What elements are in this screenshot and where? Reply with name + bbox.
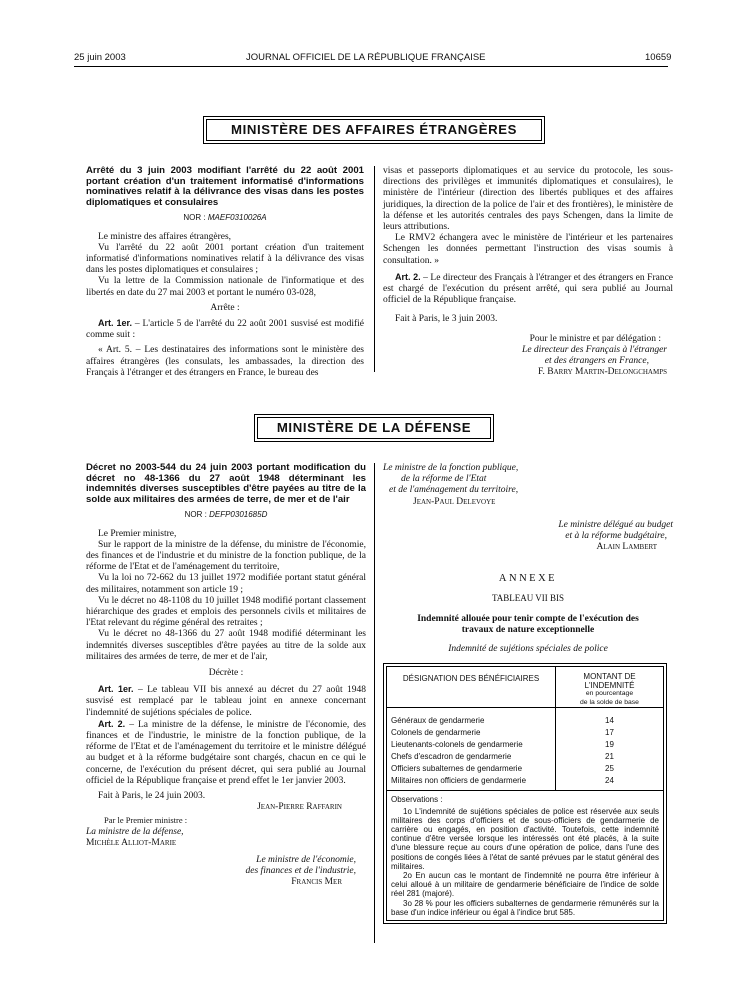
sig-line: Le directeur des Français à l'étranger: [522, 344, 667, 355]
para: Sur le rapport de la ministre de la défense, du ministre de l'économie, des finances et de l'industrie et du ministre de la fonction publique, de la réforme de l'Etat et de l'aménagement du territoire,: [86, 539, 366, 573]
article-2: Art. 2. – La ministre de la défense, le ministre de l'économie, des finances et de l'industrie, le ministre de la fonction publique, de la réforme de l'Etat et de l'aménagement du territoire et le ministre délégué au budget et à la réforme budgétaire sont chargés, chacun en ce qui le concerne, de l'exécution du présent décret, qui sera publié au Journal officiel de la République française et prend effet le 1er janvier 2003.: [86, 718, 366, 786]
journal-title: JOURNAL OFFICIEL DE LA RÉPUBLIQUE FRANÇAISE: [246, 52, 486, 63]
para: Vu la loi no 72-662 du 13 juillet 1972 modifiée portant statut général des militaires, notamment son article 19 ;: [86, 573, 366, 595]
para: Vu le décret no 48-1108 du 10 juillet 1948 modifié portant classement hiérarchique des grades et emplois des personnels civils et militaires de l'Etat relevant du régime général des retraites ;: [86, 595, 366, 629]
sig-line: Pour le ministre et par délégation :: [529, 333, 661, 344]
article-1: Art. 1er. – L'article 5 de l'arrêté du 22 août 2001 susvisé est modifié comme suit :: [86, 318, 364, 341]
observation-item: 3o 28 % pour les officiers subalternes de gendarmerie rémunérés sur la base d'un indice inférieur ou égal à l'indice brut 585.: [391, 898, 659, 917]
table-row: Lieutenants-colonels de gendarmerie 19: [387, 738, 663, 750]
article-1: Art. 1er. – Le tableau VII bis annexé au décret du 27 août 1948 susvisé est remplacé par le tableau joint en annexe concernant l'indemnité de sujétions spéciales de police.: [86, 684, 366, 718]
section1-left-column: [86, 166, 364, 379]
signatory: Jean-Paul Delevoye: [413, 496, 496, 507]
observation-item: 2o En aucun cas le montant de l'indemnité ne pourra être inférieur à celui alloué à un militaire de gendarmerie bénéficiaire de l'indice de solde réel 281 (majoré).: [391, 871, 659, 899]
sig-line: La ministre de la défense,: [86, 826, 184, 837]
article-2: Art. 2. – Le directeur des Français à l'étranger et des étrangers en France est chargé de l'exécution du présent arrêté, qui sera publié au Journal officiel de la République française.: [383, 271, 674, 306]
nor-line: NOR : MAEF0310026A: [183, 213, 267, 223]
article-5-quote: « Art. 5. – Les destinataires des informations sont le ministère des affaires étrangères (les consulats, les ambassades, la direction des Français à l'étranger et des étrangers en France, le bureau des: [86, 345, 364, 378]
column-divider: [374, 166, 375, 372]
annexe-heading: ANNEXE: [498, 573, 558, 585]
sig-line: Le ministre délégué au budget: [558, 519, 673, 530]
section2-right-column: [383, 463, 673, 924]
column-divider: [374, 463, 375, 943]
para: visas et passeports diplomatiques et au service du protocole, les sous-directions des privilèges et immunités diplomatiques et consulaires), le ministère de l'intérieur (direction des libertés publiques et des affaires juridiques, la direction de la police de l'air et des frontières), le ministère de la défense et les autorités centrales des pays Schengen, dans la limite de leurs attributions.: [383, 166, 673, 233]
table-col-montant: MONTANT DE L'INDEMNITÉ en pourcentage de la solde de base: [556, 667, 664, 708]
section1-right-column: [383, 166, 673, 378]
arrete-label: Arrête :: [210, 302, 240, 313]
annex-title: Indemnité allouée pour tenir compte de l'exécution des travaux de nature exceptionnelle: [417, 613, 639, 636]
table-row: Militaires non officiers de gendarmerie 24: [387, 774, 663, 786]
signatory: Michèle Alliot-Marie: [86, 837, 177, 848]
indemnity-table: [383, 663, 667, 924]
observations: [387, 790, 663, 920]
observation-item: 1o L'indemnité de sujétions spéciales de police est réservée aux seuls militaires des corps d'officiers et de sous-officiers de gendarmerie de carrière ou engagés, en position d'activité. Toutefois, cette indemnité continue d'être versée lorsque les intéressés ont été placés, à la suite d'une blessure reçue au cours d'une opération de police, dans l'une des positions de congés liées à l'état de santé prévues par le statut général des militaires.: [391, 806, 659, 871]
header-rule: [74, 66, 668, 67]
observations-label: Observations :: [391, 795, 443, 805]
signatory: Francis Mer: [291, 877, 342, 888]
sig-line: Le ministre de la fonction publique,: [383, 463, 519, 473]
para: Le Premier ministre,: [98, 528, 177, 539]
sig-line: et des étrangers en France,: [544, 356, 649, 367]
fait-line: Fait à Paris, le 3 juin 2003.: [395, 314, 498, 325]
table-row: Colonels de gendarmerie 17: [387, 726, 663, 738]
sig-line: des finances et de l'industrie,: [245, 866, 356, 877]
decret-title: Décret no 2003-544 du 24 juin 2003 portant modification du décret no 48-1366 du 27 août 1948 déterminant les indemnités diverses susceptibles d'être payées au titre de la solde aux militaires des armées de terre, de mer et de l'air: [86, 462, 366, 505]
para: Le ministre des affaires étrangères,: [98, 231, 232, 242]
para: Vu le décret no 48-1366 du 27 août 1948 modifié déterminant les indemnités diverses susceptibles d'être payées au titre de la solde aux militaires des armées de terre, de mer et de l'air,: [86, 629, 366, 662]
sig-line: et à la réforme budgétaire,: [565, 531, 667, 542]
fait-line: Fait à Paris, le 24 juin 2003.: [98, 791, 206, 802]
table-col-designation: DÉSIGNATION DES BÉNÉFICIAIRES: [387, 667, 556, 708]
sig-line: de la réforme de l'Etat: [401, 474, 487, 485]
section2-left-column: [86, 463, 366, 889]
tableau-heading: TABLEAU VII BIS: [491, 592, 565, 603]
header-date: 25 juin 2003: [74, 52, 126, 63]
decrete-label: Décrète :: [208, 668, 244, 679]
ministry-title: MINISTÈRE DE LA DÉFENSE: [276, 420, 472, 435]
ministry-box-affaires-etrangeres: [203, 116, 545, 144]
par-premier-ministre: Par le Premier ministre :: [104, 815, 188, 826]
table-row: Officiers subalternes de gendarmerie 25: [387, 762, 663, 774]
arrete-title: Arrêté du 3 juin 2003 modifiant l'arrêté du 22 août 2001 portant création d'un traitement informatisé d'informations nominatives relatif à la délivrance des visas dans les postes diplomatiques et consulaires: [86, 165, 364, 208]
ministry-title: MINISTÈRE DES AFFAIRES ÉTRANGÈRES: [230, 122, 518, 137]
para: Le RMV2 échangera avec le ministère de l'intérieur et les partenaires Schengen les données permettant l'instruction des visas soumis à consultation. »: [383, 233, 673, 266]
signatory: F. Barry Martin-Delongchamps: [538, 367, 667, 378]
nor-line: NOR : DEFP0301685D: [184, 510, 268, 520]
page-number: 10659: [645, 52, 672, 63]
table-row: Généraux de gendarmerie 14: [387, 714, 663, 726]
sig-line: Le ministre de l'économie,: [256, 855, 356, 866]
sig-line: et de l'aménagement du territoire,: [389, 485, 519, 496]
signatory: Jean-Pierre Raffarin: [257, 802, 342, 813]
table-row: Chefs d'escadron de gendarmerie 21: [387, 750, 663, 762]
para: Vu l'arrêté du 22 août 2001 portant création d'un traitement informatisé d'informations nominatives relatif à la délivrance des visas dans les postes diplomatiques et consulaires ;: [86, 242, 364, 276]
annex-subtitle: Indemnité de sujétions spéciales de police: [448, 644, 608, 655]
signatory: Alain Lambert: [596, 542, 657, 553]
para: Vu la lettre de la Commission nationale de l'informatique et des libertés en date du 27 mai 2003 et portant le numéro 03-028,: [86, 276, 364, 298]
ministry-box-defense: [254, 414, 494, 442]
